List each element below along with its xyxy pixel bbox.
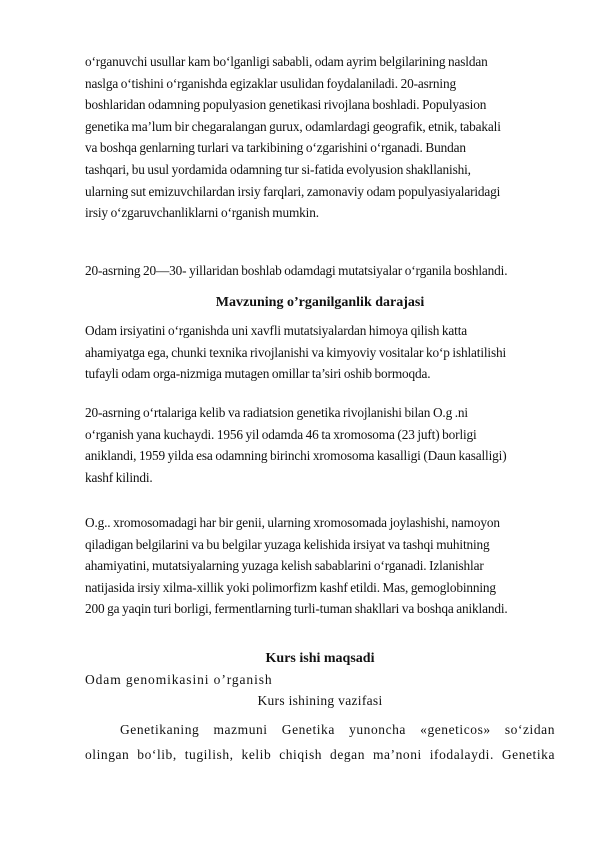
justified-line-2: olingan bo‘lib, tugilish, kelib chiqish degan ma’noni ifodalaydi. Genetika [85, 747, 555, 762]
subheading-genomics: Odam genomikasini o’rganish [85, 672, 273, 687]
heading-course-goal: Kurs ishi maqsadi [265, 651, 375, 666]
subheading-course-tasks: Kurs ishining vazifasi [257, 693, 383, 708]
paragraph-methods: o‘rganuvchi usullar kam bo‘lganligi sababli, odam ayrim belgilarining nasldan naslga o‘tishini o‘rganishda egizaklar usulidan foydalaniladi. 20-asrning boshlaridan odamning populyasion genetikasi rivojlana boshladi. Populyasion genetika ma’lum bir chegaralangan gurux, odamlardagi geografik, etnik, tabakali va boshqa genlarning turlari va tarkibining o‘zgarishini o‘rganadi. Bundan tashqari, bu usul yordamida odamning tur si-fatida evolyusion shakllanishi, ularning sut emizuvchilardan irsiy farqlari, zamonaviy odam populyasiyalaridagi irsiy o‘zgaruvchanliklarni o‘rganish mumkin. [85, 54, 501, 221]
paragraph-radiation-genetics: 20-asrning o‘rtalariga kelib va radiatsion genetika rivojlanishi bilan O.g .ni o‘rganish yana kuchaydi. 1956 yil odamda 46 ta xromosoma (23 juft) borligi aniklandi, 1959 yilda esa odamning birinchi xromosoma kasalligi (Daun kasalligi) kashf kilindi. [85, 405, 507, 485]
justified-line-1: Genetikaning mazmuni Genetika yunoncha «geneticos» so‘zidan [120, 722, 555, 737]
paragraph-mutations-study: 20-asrning 20—30- yillaridan boshlab odamdagi mutatsiyalar o‘rganila boshlandi. [85, 263, 508, 278]
paragraph-genetics-meaning [85, 717, 555, 767]
heading-study-level: Mavzuning o’rganilganlik darajasi [215, 295, 425, 310]
paragraph-protection: Odam irsiyatini o‘rganishda uni xavfli mutatsiyalardan himoya qilish katta ahamiyatga ega, chunki texnika rivojlanishi va kimyoviy vositalar ko‘p ishlatilishi tufayli odam orga-nizmiga mutagen omillar ta’siri oshib bormoqda. [85, 323, 507, 382]
paragraph-chromosome-genes: O.g.. xromosomadagi har bir genii, ularning xromosomada joylashishi, namoyon qiladigan belgilarini va bu belgilar yuzaga kelishida irsiyat va tashqi muhitning ahamiyatini, mutatsiyalarning yuzaga kelish sabablarini o‘rganadi. Izlanishlar natijasida irsiy xilma-xillik yoki polimorfizm kashf etildi. Mas, gemoglobinning 200 ga yaqin turi borligi, fermentlarning turli-tuman shakllari va boshqa aniklandi. [85, 515, 508, 617]
